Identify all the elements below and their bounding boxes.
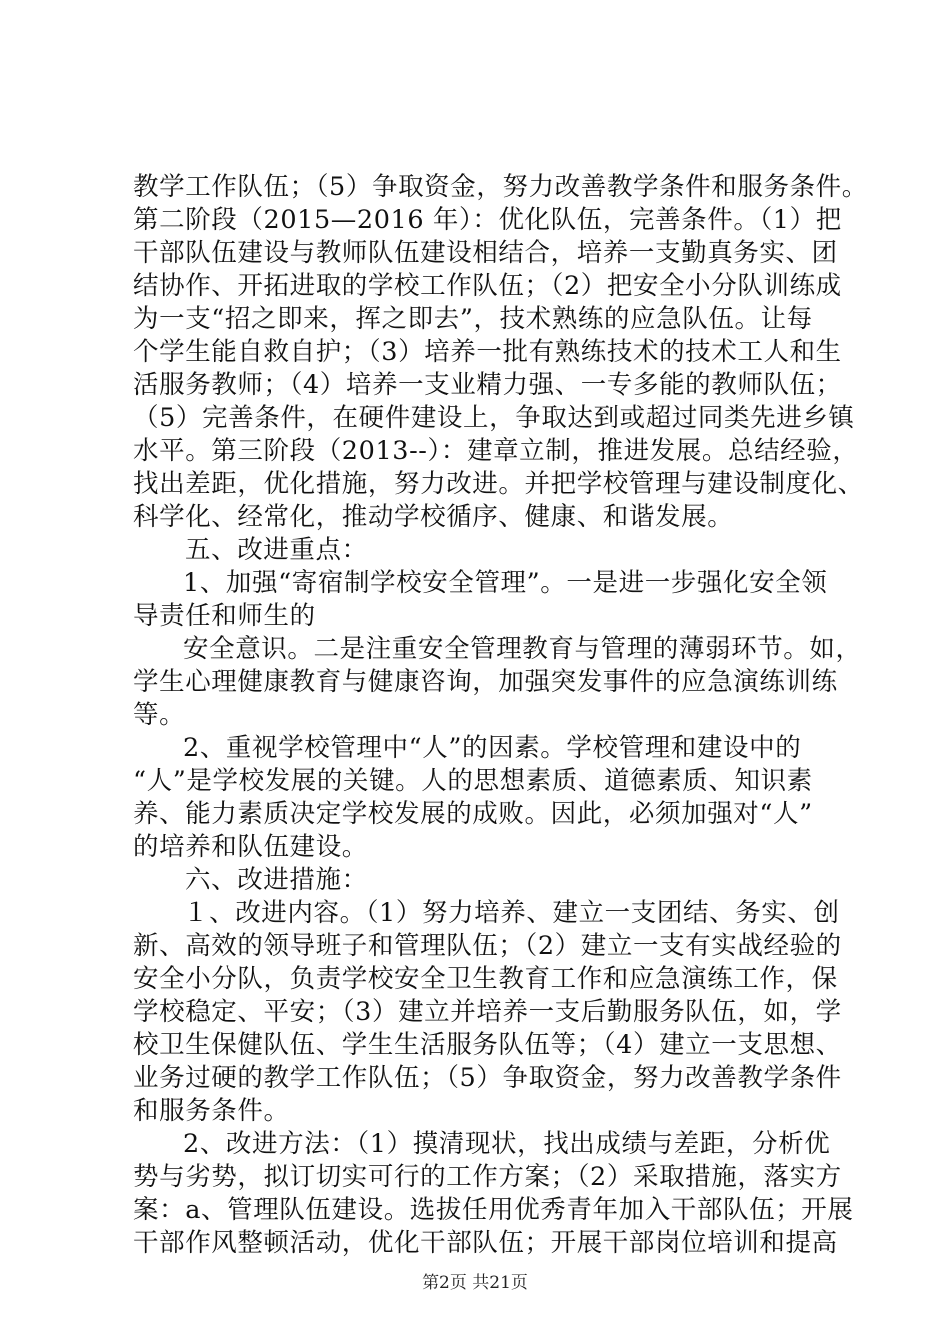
text-line: 安全意识。二是注重安全管理教育与管理的薄弱环节。如， <box>183 634 862 664</box>
text-line: 势与劣势，拟订切实可行的工作方案；（2）采取措施，落实方 <box>133 1162 842 1192</box>
text-line: 2、改进方法：（1）摸清现状，找出成绩与差距，分析优 <box>183 1129 831 1159</box>
text-line: （5）完善条件，在硬件建设上，争取达到或超过同类先进乡镇 <box>133 403 855 433</box>
text-line: 科学化、经常化，推动学校循序、健康、和谐发展。 <box>133 502 734 532</box>
text-line: 的培养和队伍建设。 <box>133 832 368 862</box>
text-line: 为一支“招之即来，挥之即去”，技术熟练的应急队伍。让每 <box>133 304 813 334</box>
page-number-footer: 第2页 共21页 <box>422 1273 528 1293</box>
text-line: 学校稳定、平安；（3）建立并培养一支后勤服务队伍，如，学 <box>133 997 842 1027</box>
text-line: １、改进内容。（1）努力培养、建立一支团结、务实、创 <box>183 898 840 928</box>
section-heading: 五、改进重点： <box>185 535 368 565</box>
text-line: 干部队伍建设与教师队伍建设相结合，培养一支勤真务实、团 <box>133 238 838 268</box>
text-line: 业务过硬的教学工作队伍；（5）争取资金，努力改善教学条件 <box>133 1063 842 1093</box>
text-line: 等。 <box>133 700 186 730</box>
text-line: 第二阶段（2015—2016 年）：优化队伍，完善条件。（1）把 <box>133 205 842 235</box>
text-line: 结协作、开拓进取的学校工作队伍；（2）把安全小分队训练成 <box>133 271 842 301</box>
text-line: 干部作风整顿活动，优化干部队伍；开展干部岗位培训和提高 <box>133 1228 838 1258</box>
text-line: 找出差距，优化措施，努力改进。并把学校管理与建设制度化、 <box>133 469 864 499</box>
text-line: 2、重视学校管理中“人”的因素。学校管理和建设中的 <box>183 733 802 763</box>
text-line: 养、能力素质决定学校发展的成败。因此，必须加强对“人” <box>133 799 813 829</box>
text-line: 学生心理健康教育与健康咨询，加强突发事件的应急演练训练 <box>133 667 838 697</box>
text-line: 活服务教师；（4）培养一支业精力强、一专多能的教师队伍； <box>133 370 842 400</box>
text-line: 个学生能自救自护；（3）培养一批有熟练技术的技术工人和生 <box>133 337 842 367</box>
text-line: 水平。第三阶段（2013--）：建章立制，推进发展。总结经验， <box>133 436 859 466</box>
text-line: 校卫生保健队伍、学生生活服务队伍等；（4）建立一支思想、 <box>133 1030 842 1060</box>
text-line: 教学工作队伍；（5）争取资金，努力改善教学条件和服务条件。 <box>133 172 868 202</box>
text-line: 1、加强“寄宿制学校安全管理”。一是进一步强化安全领 <box>183 568 828 598</box>
text-line: “人”是学校发展的关键。人的思想素质、道德素质、知识素 <box>133 766 813 796</box>
text-line: 新、高效的领导班子和管理队伍；（2）建立一支有实战经验的 <box>133 931 842 961</box>
section-heading: 六、改进措施： <box>185 865 368 895</box>
text-line: 和服务条件。 <box>133 1096 290 1126</box>
text-line: 安全小分队，负责学校安全卫生教育工作和应急演练工作，保 <box>133 964 838 994</box>
text-line: 导责任和师生的 <box>133 601 316 631</box>
text-line: 案：a、管理队伍建设。选拔任用优秀青年加入干部队伍；开展 <box>133 1195 854 1225</box>
